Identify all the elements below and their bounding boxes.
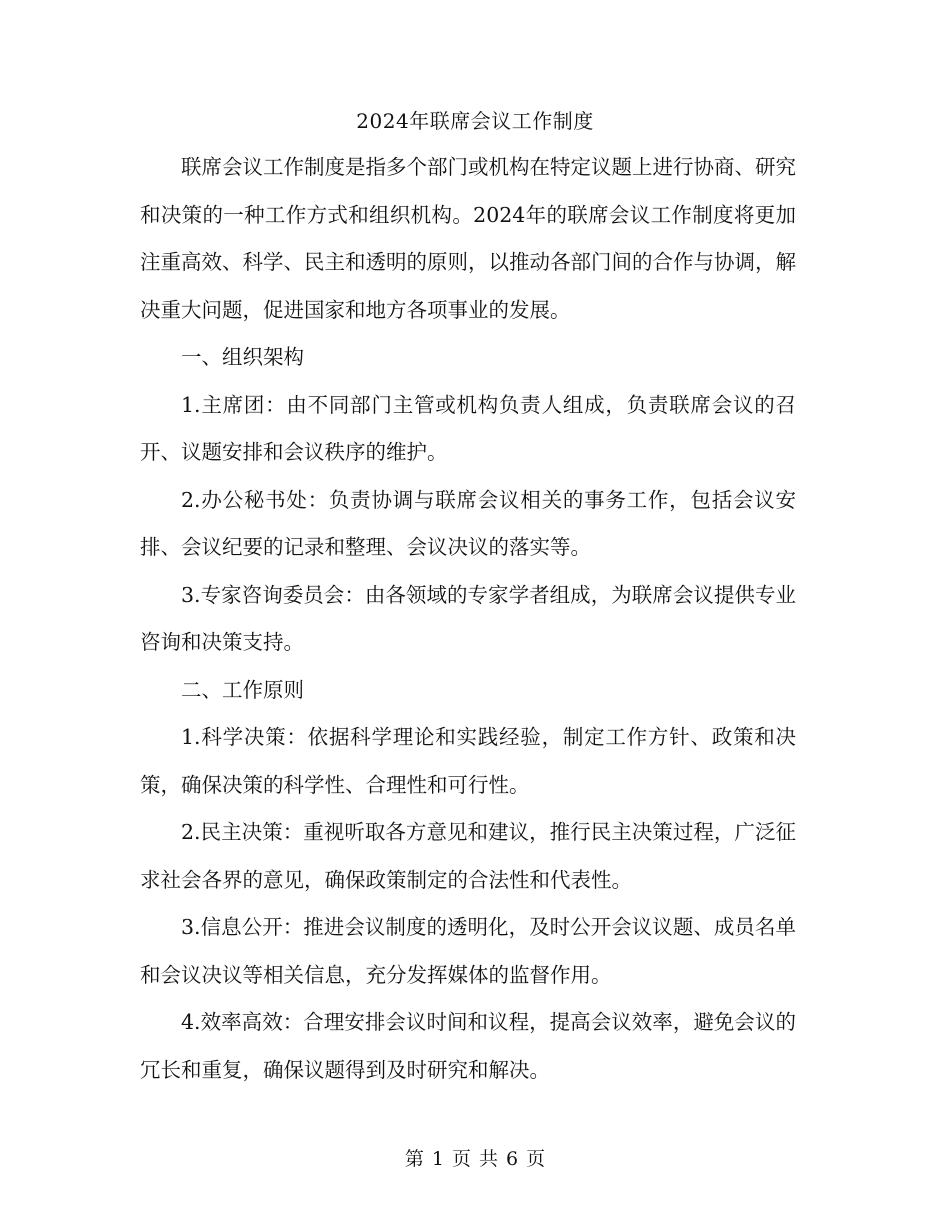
document-title: 2024年联席会议工作制度 — [356, 109, 594, 133]
principle-transparency: 3.信息公开：推进会议制度的透明化，及时公开会议议题、成员名单和会议决议等相关信息，充分发挥媒体的监督作用。 — [140, 915, 796, 987]
org-item-expert-committee: 3.专家咨询委员会：由各领域的专家学者组成，为联席会议提供专业咨询和决策支持。 — [140, 582, 796, 654]
document-body — [140, 144, 796, 1094]
intro-paragraph: 联席会议工作制度是指多个部门或机构在特定议题上进行协商、研究和决策的一种工作方式和组织机构。2024年的联席会议工作制度将更加注重高效、科学、民主和透明的原则，以推动各部门间的合作与协调，解决重大问题，促进国家和地方各项事业的发展。 — [140, 155, 796, 322]
principle-democratic: 2.民主决策：重视听取各方意见和建议，推行民主决策过程，广泛征求社会各界的意见，确保政策制定的合法性和代表性。 — [140, 820, 796, 892]
section-heading-organization: 一、组织架构 — [181, 345, 304, 369]
principle-efficiency: 4.效率高效：合理安排会议时间和议程，提高会议效率，避免会议的冗长和重复，确保议题得到及时研究和解决。 — [140, 1010, 796, 1082]
page-number-footer: 第 1 页 共 6 页 — [404, 1148, 546, 1170]
principle-scientific: 1.科学决策：依据科学理论和实践经验，制定工作方针、政策和决策，确保决策的科学性、合理性和可行性。 — [140, 725, 796, 797]
section-heading-principles: 二、工作原则 — [181, 677, 304, 702]
org-item-secretariat: 2.办公秘书处：负责协调与联席会议相关的事务工作，包括会议安排、会议纪要的记录和整理、会议决议的落实等。 — [140, 487, 796, 559]
org-item-presidium: 1.主席团：由不同部门主管或机构负责人组成，负责联席会议的召开、议题安排和会议秩序的维护。 — [140, 392, 796, 464]
